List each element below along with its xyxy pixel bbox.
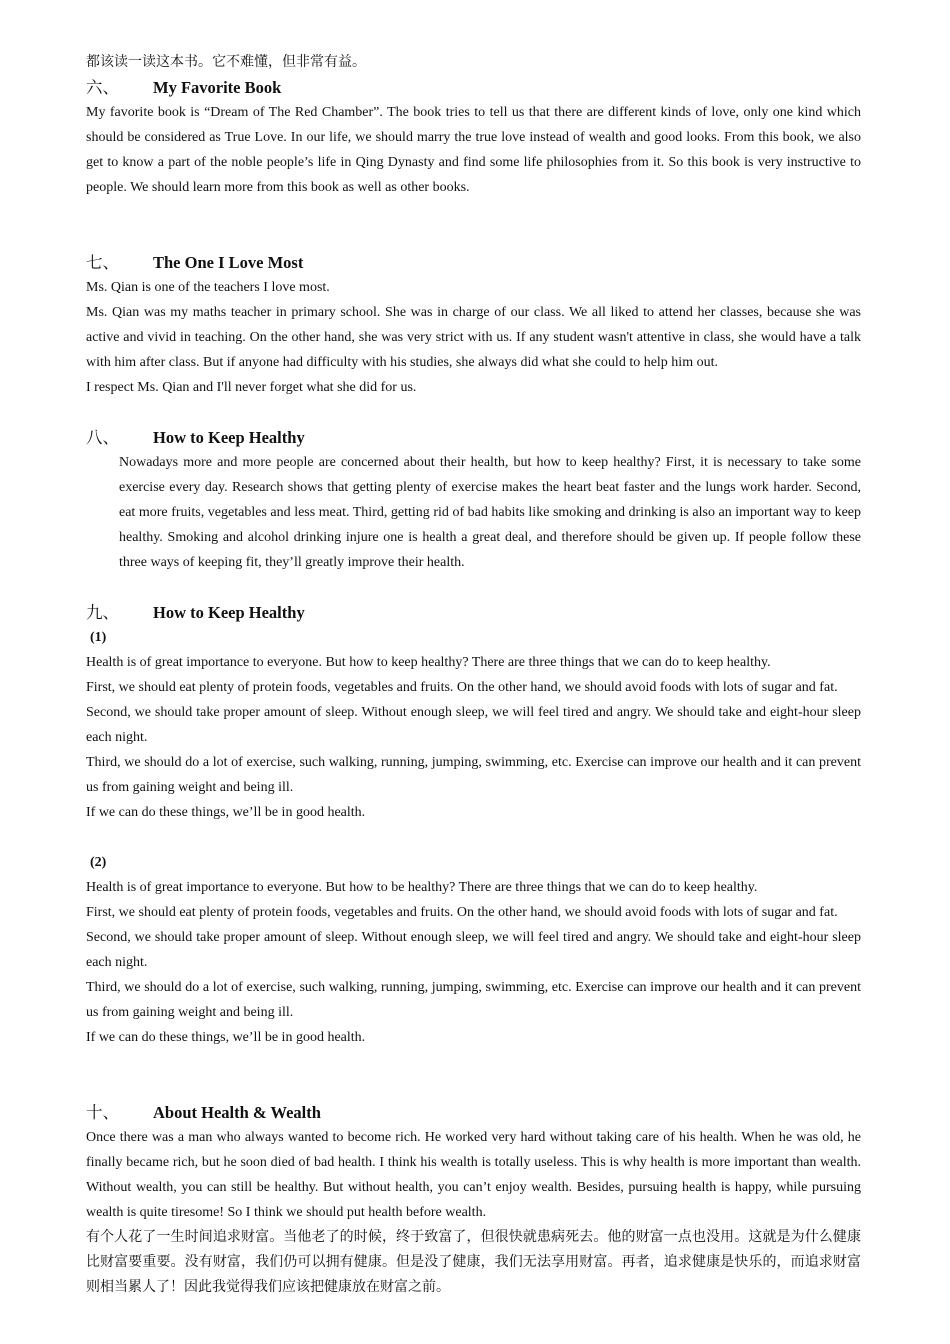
paragraph: Health is of great importance to everyone. But how to keep healthy? There are three things that we can do to keep healthy. [86,655,771,670]
spacer [86,200,861,250]
section-health-wealth [86,1100,861,1300]
paragraph: Ms. Qian was my maths teacher in primary school. She was in charge of our class. We all liked to attend her classes, because she was active and vivid in teaching. On the other hand, she was very strict with us. If any student wasn't attentive in class, she would have a talk with him after class. But if anyone had difficulty with his studies, she always did what she could to help him out. [86,305,861,370]
section-number: 十、 [86,1103,119,1122]
paragraph: I respect Ms. Qian and I'll never forget what she did for us. [86,380,417,395]
section-number: 七、 [86,253,119,272]
spacer [86,400,861,425]
paragraph: Health is of great importance to everyone. But how to be healthy? There are three things that we can do to keep healthy. [86,880,758,895]
paragraph: Second, we should take proper amount of sleep. Without enough sleep, we will feel tired and angry. We should take and eight-hour sleep each night. [86,705,861,745]
paragraph: Ms. Qian is one of the teachers I love most. [86,280,330,295]
document-body [86,50,861,1300]
section-heading [86,425,861,450]
paragraph: My favorite book is “Dream of The Red Chamber”. The book tries to tell us that there are different kinds of love, only one kind which should be considered as True Love. In our life, we should marry the true love instead of wealth and good looks. From this book, we also get to know a part of the noble people’s life in Qing Dynasty and find some life philosophies from it. So this book is very instructive to people. We should learn more from this book as well as other books. [86,105,861,195]
section-number: 八、 [86,428,119,447]
paragraph-chinese: 有个人花了一生时间追求财富。当他老了的时候，终于致富了，但很快就患病死去。他的财富一点也没用。这就是为什么健康比财富要重要。没有财富，我们仍可以拥有健康。但是没了健康，我们无法享用财富。再者，追求健康是快乐的，而追求财富则相当累人了！因此我觉得我们应该把健康放在财富之前。 [86,1230,861,1295]
spacer [86,825,861,850]
version-2 [86,850,861,1050]
spacer [86,1050,861,1100]
section-heading [86,1100,861,1125]
section-heading [86,600,861,625]
spacer [86,575,861,600]
version-label: (1) [90,630,107,645]
paragraph: First, we should eat plenty of protein foods, vegetables and fruits. On the other hand, we should avoid foods with lots of sugar and fat. [86,905,838,920]
section-favorite-book [86,75,861,200]
section-heading [86,75,861,100]
intro-line: 都该读一读这本书。它不难懂，但非常有益。 [86,55,366,70]
paragraph: If we can do these things, we’ll be in good health. [86,1030,366,1045]
section-number: 九、 [86,603,119,622]
paragraph: Third, we should do a lot of exercise, such walking, running, jumping, swimming, etc. Exercise can improve our health and it can prevent us from gaining weight and being ill. [86,980,861,1020]
section-title: My Favorite Book [153,78,282,97]
paragraph: Second, we should take proper amount of sleep. Without enough sleep, we will feel tired and angry. We should take and eight-hour sleep each night. [86,930,861,970]
version-1 [86,625,861,825]
paragraph: Third, we should do a lot of exercise, such walking, running, jumping, swimming, etc. Exercise can improve our health and it can prevent us from gaining weight and being ill. [86,755,861,795]
paragraph: First, we should eat plenty of protein foods, vegetables and fruits. On the other hand, we should avoid foods with lots of sugar and fat. [86,680,838,695]
section-one-i-love-most [86,250,861,400]
paragraph: If we can do these things, we’ll be in good health. [86,805,366,820]
section-number: 六、 [86,78,119,97]
section-title: How to Keep Healthy [153,428,305,447]
version-label: (2) [90,855,107,870]
section-title: About Health & Wealth [153,1103,321,1122]
section-title: The One I Love Most [153,253,304,272]
paragraph: Nowadays more and more people are concerned about their health, but how to keep healthy? First, it is necessary to take some exercise every day. Research shows that getting plenty of exercise makes the heart beat faster and the lungs work harder. Second, eat more fruits, vegetables and less meat. Third, getting rid of bad habits like smoking and drinking is also an important way to keep healthy. Smoking and alcohol drinking injure one is health a great deal, and therefore should be given up. If people follow these three ways of keeping fit, they’ll greatly improve their health. [119,455,861,570]
section-heading [86,250,861,275]
section-keep-healthy-b [86,600,861,1050]
section-title: How to Keep Healthy [153,603,305,622]
paragraph: Once there was a man who always wanted to become rich. He worked very hard without taking care of his health. When he was old, he finally became rich, but he soon died of bad health. I think his wealth is totally useless. This is why health is more important than wealth. Without wealth, you can still be healthy. But without health, you can’t enjoy wealth. Besides, pursuing health is happy, while pursuing wealth is quite tiresome! So I think we should put health before wealth. [86,1130,861,1220]
section-keep-healthy-a [86,425,861,575]
